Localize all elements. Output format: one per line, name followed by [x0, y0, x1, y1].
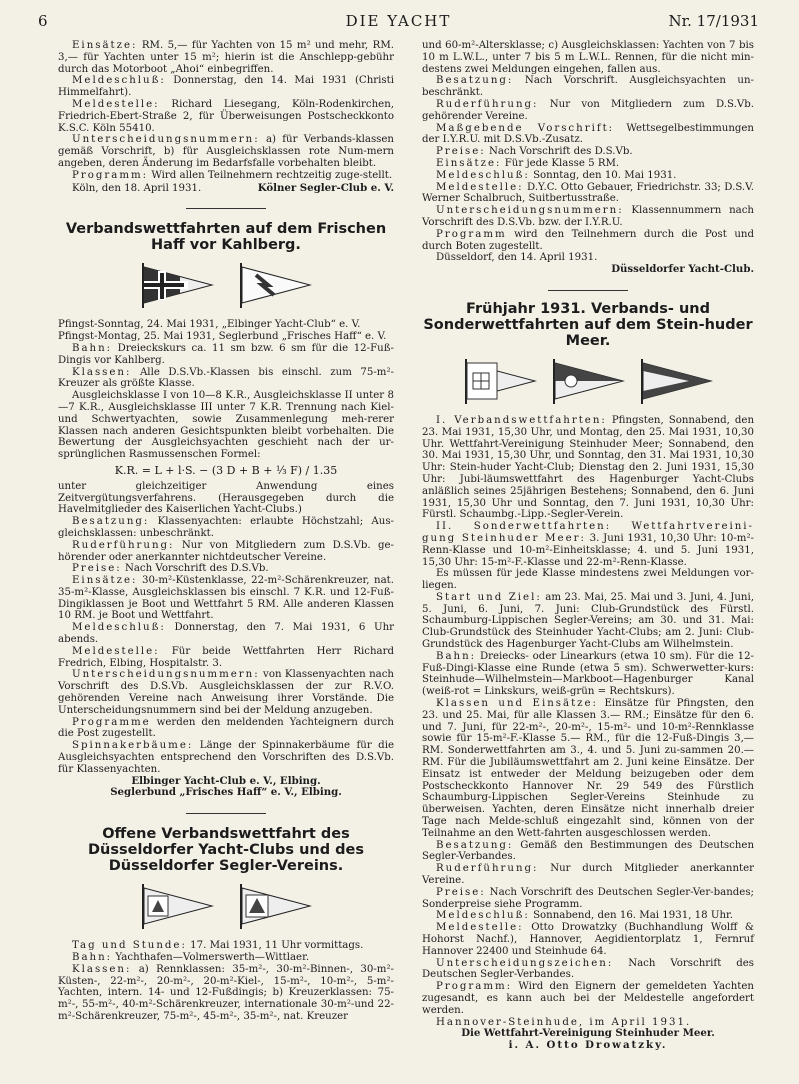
- club-signature: Elbinger Yacht-Club e. V., Elbing.: [131, 774, 321, 787]
- club-flags: [422, 357, 754, 405]
- paragraph: Meldeschluß: Donnerstag, den 7. Mai 1931, 6 Uhr abends.: [58, 622, 394, 646]
- divider: [548, 290, 628, 291]
- paragraph: Meldestelle: D.Y.C. Otto Gebauer, Friedrichstr. 33; D.S.V. Werner Schalbruch, Suitbertusstraße.: [422, 181, 754, 205]
- paragraph: Einsätze: 30-m²-Küstenklasse, 22-m²-Schärenkreuzer, nat. 35-m²-Klasse, Ausgleichsklassen bis einschl. 7 K.R. und 12-Fuß-Dingiklassen je Boot und Wettfahrt 5 RM. Alle anderen Klassen 10 RM. je Boot und Wettfahrt.: [58, 575, 394, 622]
- page-header: [38, 10, 759, 32]
- paragraph: Meldestelle: Otto Drowatzky (Buchhandlung Wolff & Hohorst Nachf.), Hannover, Aegidientorplatz 1, Fernruf Hannover 22400 und Steinhude 64.: [422, 922, 754, 957]
- right-column: [422, 40, 754, 1052]
- paragraph: Programm: Wird den Eignern der gemeldeten Yachten zugesandt, es kann auch bei der Meldestelle angefordert werden.: [422, 981, 754, 1016]
- paragraph: II. Sonderwettfahrten: Wettfahrtvereini-gung Steinhuder Meer: 3. Juni 1931, 10,30 Uhr: 10-m²-Renn-Klasse und 10-m²-Einheitsklasse; 4. und 5. Juni 1931, 15,30 Uhr: 15-m²-F.-Klasse und 22-m²-Renn-Klasse.: [422, 521, 754, 568]
- paragraph: Einsätze: RM. 5,— für Yachten von 15 m² und mehr, RM. 3,— für Yachten unter 15 m²; hierin ist die Anschlepp-gebühr durch das Motorboot „Ahoi“ einbegriffen.: [58, 40, 394, 75]
- club-flags: [58, 882, 394, 930]
- section-title: Offene Verbandswettfahrt des Düsseldorfer Yacht-Clubs und des Düsseldorfer Segler-Vereins.: [88, 826, 364, 875]
- paragraph: Meldeschluß: Donnerstag, den 14. Mai 1931 (Christi Himmelfahrt).: [58, 75, 394, 99]
- paragraph: Unterscheidungsnummern: a) für Verbands-klassen gemäß Vorschrift, b) für Ausgleichsklassen rote Num-mern angeben, deren Änderung im Bedarfsfalle vorbehalten bleibt.: [58, 134, 394, 169]
- paragraph: Besatzung: Gemäß den Bestimmungen des Deutschen Segler-Verbandes.: [422, 839, 754, 863]
- divider: [186, 813, 266, 814]
- paragraph: Unterscheidungsnummern: von Klassenyachten nach Vorschrift des D.S.Vb. Ausgleichsklassen der zur R.V.O. gehörenden Vereine nach Anweisung ihrer Vorstände. Die Unterscheidungsnummern sind bei der Meldung anzugeben.: [58, 669, 394, 716]
- pennant-flag-icon: [140, 261, 214, 309]
- left-column: [58, 40, 394, 1023]
- paragraph: Unterscheidungszeichen: Nach Vorschrift des Deutschen Segler-Verbandes.: [422, 957, 754, 981]
- paragraph: Ruderführung: Nur durch Mitglieder anerkannter Vereine.: [422, 863, 754, 887]
- paragraph: Preise: Nach Vorschrift des D.S.Vb.: [436, 146, 633, 158]
- signature-line: Köln, den 18. April 1931. Kölner Segler-Club e. V.: [72, 181, 394, 194]
- pennant-flag-icon: [238, 882, 312, 930]
- paragraph: Programme werden den meldenden Yachteignern durch die Post zugestellt.: [58, 716, 394, 740]
- paragraph: Programm: Wird allen Teilnehmern rechtzeitig zuge-stellt.: [72, 169, 393, 181]
- paragraph: Klassen und Einsätze: Einsätze für Pfingsten, den 23. und 25. Mai, für alle Klassen 3.— RM.; Einsätze für den 6. und 7. Juni, für 22-m²-, 20-m²-, 15-m²- und 10-m²-Rennklasse sowie für 15-m²-F.-Klasse 5.— RM., für die 12-Fuß-Dingis 3,— RM. Sonderwettfahrten am 3., 4. und 5. Juni zu-sammen 20.— RM. Für die Jubiläumswettfahrt am 2. Juni keine Einsätze. Der Einsatz ist entweder der Meldung beizugeben oder dem Postscheckkonto Hannover Nr. 29 549 des Fürstlich Schaumburg-Lippischen Segler-Vereins Steinhude zu überweisen. Yachten, deren Einsätze nicht innerhalb dreier Tage nach Melde-schluß eingezahlt sind, können von der Teilnahme an den Wett-fahrten ausgeschlossen werden.: [422, 698, 754, 839]
- place-date: Düsseldorf, den 14. April 1931.: [436, 252, 598, 264]
- paragraph: Klassen: a) Rennklassen: 35-m²-, 30-m²-Binnen-, 30-m²-Küsten-, 22-m²-, 20-m²-, 20-m²-Kiel-, 15-m²-, 10-m²-, 5-m²-Yachten, intern. 14- und 12-Fußdingis; b) Kreuzerklassen: 75-m²-, 55-m²-, 40-m²-Schärenkreuzer, internationale 30-m²-und 22-m²-Schärenkreuzer, 75-m²-, 45-m²-, 35-m²-, nat. Kreuzer: [58, 963, 394, 1023]
- paragraph: und 60-m²-Altersklasse; c) Ausgleichsklassen: Yachten von 7 bis 10 m L.W.L., unter 7 bis 5 m L.W.L. Rennen, für die nicht min-destens zwei Meldungen eingehen, fallen aus.: [422, 40, 754, 75]
- paragraph: Programm wird den Teilnehmern durch die Post und durch Boten zugestellt.: [422, 228, 754, 252]
- paragraph: Bahn: Dreiecks- oder Linearkurs (etwa 10 sm). Für die 12-Fuß-Dingi-Klasse eine Runde (etwa 5 sm). Schwerwetter-kurs: Steinhude—Wilhelmstein—Markboot—Hagenburger Kanal (weiß-rot = Linkskurs, weiß-grün = Rechtskurs).: [422, 650, 754, 698]
- pennant-flag-icon: [639, 357, 713, 405]
- issue-number: Nr. 17/1931: [668, 12, 759, 30]
- pennant-flag-icon: [140, 882, 214, 930]
- club-signature: Düsseldorfer Yacht-Club.: [611, 263, 754, 276]
- paragraph: Maßgebende Vorschrift: Wettsegelbestimmungen der I.Y.R.U. mit D.S.Vb.-Zusatz.: [422, 122, 754, 146]
- page-number: 6: [38, 12, 48, 30]
- paragraph: Ausgleichsklasse I von 10—8 K.R., Ausgleichsklasse II unter 8—7 K.R., Ausgleichsklasse III unter 7 K.R. Trennung nach Kiel- und Schwertyachten, sowie Zusammenlegung meh-rerer Klassen nach anderen Gesichtspunkten bleibt vorbehalten. Die Bewertung der Ausgleichsyachten geschieht nach der ur-sprünglichen Rasmussenschen Formel:: [58, 390, 394, 461]
- paragraph: Bahn: Yachthafen—Volmerswerth—Wittlaer.: [72, 952, 310, 964]
- paragraph: Pfingst-Montag, 25. Mai 1931, Seglerbund „Frisches Haff“ e. V.: [58, 331, 387, 343]
- paragraph: Preise: Nach Vorschrift des D.S.Vb.: [72, 563, 269, 575]
- club-signature: i. A. Otto Drowatzky.: [508, 1039, 668, 1052]
- paragraph: Bahn: Dreieckskurs ca. 11 sm bzw. 6 sm für die 12-Fuß-Dingis vor Kahlberg.: [58, 342, 394, 366]
- section-title: Frühjahr 1931. Verbands- und Sonderwettfahrten auf dem Stein-huder Meer.: [423, 300, 753, 349]
- paragraph: Ruderführung: Nur von Mitgliedern zum D.S.Vb. ge-hörender oder anerkannter nichtdeutscher Vereine.: [58, 539, 394, 563]
- paragraph: Meldeschluß: Sonntag, den 10. Mai 1931.: [436, 169, 677, 181]
- place-date: Hannover-Steinhude, im April 1931.: [436, 1016, 692, 1028]
- pennant-flag-icon: [551, 357, 625, 405]
- paragraph: Besatzung: Klassenyachten: erlaubte Höchstzahl; Aus-gleichsklassen: unbeschränkt.: [58, 516, 394, 539]
- paragraph: Einsätze: Für jede Klasse 5 RM.: [436, 157, 620, 169]
- paragraph: Start und Ziel: am 23. Mai, 25. Mai und 3. Juni, 4. Juni, 5. Juni, 6. Juni, 7. Juni: Club-Grundstück des Fürstl. Schaumburg-Lippischen Segler-Vereins; am 30. und 31. Mai: Club-Grundstück des Steinhuder Yacht-Clubs; am 2. Juni: Club-Grundstück des Hagenburger Yacht-Clubs am Wilhelmstein.: [422, 591, 754, 651]
- paragraph: Pfingst-Sonntag, 24. Mai 1931, „Elbinger Yacht-Club“ e. V.: [58, 319, 361, 331]
- pennant-flag-icon: [238, 261, 312, 309]
- paragraph: Tag und Stunde: 17. Mai 1931, 11 Uhr vormittags.: [72, 940, 364, 952]
- paragraph: Meldestelle: Richard Liesegang, Köln-Rodenkirchen, Friedrich-Ebert-Straße 2, für Überweisungen Postscheckkonto K.S.C. Köln 55410.: [58, 98, 394, 134]
- club-signature: Die Wettfahrt-Vereinigung Steinhuder Meer.: [461, 1027, 715, 1040]
- pennant-flag-icon: [463, 357, 537, 405]
- paragraph: Besatzung: Nach Vorschrift. Ausgleichsyachten un-beschränkt.: [422, 75, 754, 99]
- paragraph: Meldestelle: Für beide Wettfahrten Herr Richard Fredrich, Elbing, Hospitalstr. 3.: [58, 645, 394, 669]
- club-signature: Seglerbund „Frisches Haff“ e. V., Elbing.: [110, 786, 342, 799]
- formula: K.R. = L + l·S. − (3 D + B + ⅓ F) / 1.35: [114, 463, 338, 477]
- divider: [186, 208, 266, 209]
- paragraph: unter gleichzeitiger Anwendung eines Zeitvergütungsverfahrens. (Herausgegeben durch die Havelmitglieder des Kaiserlichen Yacht-Clubs.): [58, 480, 394, 516]
- paragraph: Spinnakerbäume: Länge der Spinnakerbäume für die Ausgleichsyachten entsprechend den Vorschriften des D.S.Vb. für Klassenyachten.: [58, 740, 394, 775]
- paragraph: Meldeschluß: Sonnabend, den 16. Mai 1931, 18 Uhr.: [436, 910, 734, 922]
- journal-title: DIE YACHT: [345, 12, 452, 30]
- paragraph: Unterscheidungsnummern: Klassennummern nach Vorschrift des D.S.Vb. bzw. der I.Y.R.U.: [422, 205, 754, 228]
- section-title: Verbandswettfahrten auf dem Frischen Haff vor Kahlberg.: [65, 221, 387, 254]
- club-flags: [58, 261, 394, 309]
- paragraph: I. Verbandswettfahrten: Pfingsten, Sonnabend, den 23. Mai 1931, 15,30 Uhr, und Montag, den 25. Mai 1931, 10,30 Uhr. Wettfahrt-Vereinigung Steinhuder Meer; Sonnabend, den 30. Mai 1931, 15,30 Uhr, und Sonntag, den 31. Mai 1931, 10,30 Uhr: Stein-huder Yacht-Club; Dienstag den 2. Juni 1931, 15,30 Uhr: Jubi-läumswettfahrt des Hagenburger Yacht-Clubs anläßlich seines 25jährigen Bestehens; Sonnabend, den 6. Juni 1931, 15,30 Uhr und Sonntag, den 7. Juni 1931, 10,30 Uhr: Fürstl. Schaumbg.-Lipp.-Segler-Verein.: [422, 414, 755, 521]
- paragraph: Preise: Nach Vorschrift des Deutschen Segler-Ver-bandes; Sonderpreise siehe Programm.: [422, 886, 754, 910]
- paragraph: Klassen: Alle D.S.Vb.-Klassen bis einschl. zum 75-m²-Kreuzer als größte Klasse.: [58, 366, 394, 390]
- paragraph: Ruderführung: Nur von Mitgliedern zum D.S.Vb. gehörender Vereine.: [422, 98, 754, 122]
- paragraph: Es müssen für jede Klasse mindestens zwei Meldungen vor-liegen.: [422, 568, 754, 592]
